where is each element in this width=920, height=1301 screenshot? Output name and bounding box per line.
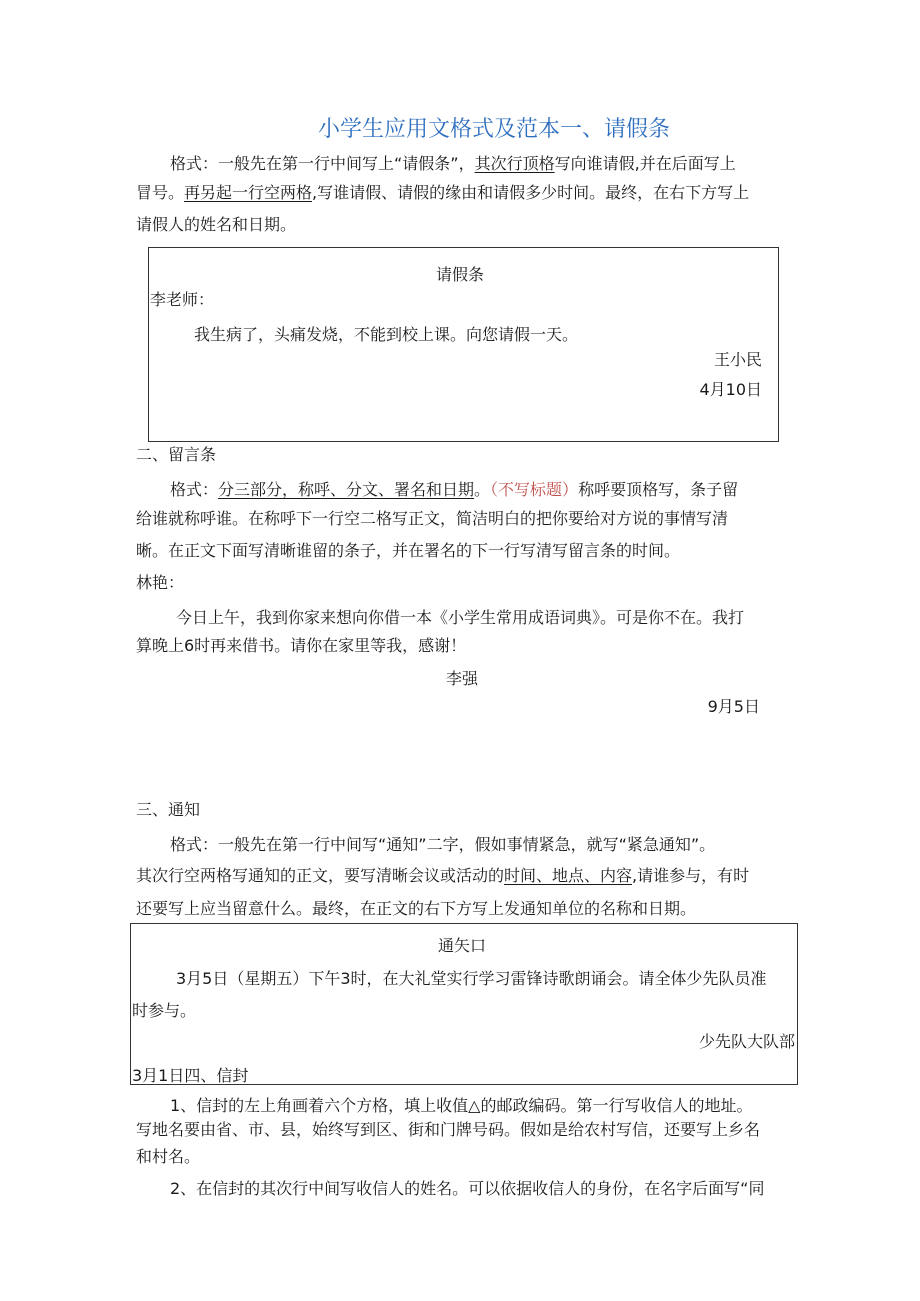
envelope-point-2-line-1: 2、在信封的其次行中间写收信人的姓名。可以依据收信人的身份，在名字后面写“同 [170,1179,765,1198]
note-sample-body-1: 今日上午，我到你家来想向你借一本《小学生常用成语词典》。可是你不在。我打 [176,608,745,627]
note-sample-body-2: 算晚上6时再来借书。请你在家里等我，感谢！ [136,636,467,655]
leave-format-line-2: 冒号。再另起一行空两格,写谁请假、请假的缘由和请假多少时间。最终，在右下方写上 [136,183,750,202]
leave-sample-heading: 请假条 [436,265,485,284]
envelope-point-1-line-3: 和村名。 [136,1147,201,1166]
page-title: 小学生应用文格式及范本一、请假条 [318,117,671,142]
notice-format-line-1: 格式：一般先在第一行中间写“通知”二字，假如事情紧急，就写“紧急通知”。 [170,835,716,854]
notice-heading: 三、通知 [136,800,201,819]
notice-sample-date: 3月1日四、信封 [132,1066,249,1085]
leave-sample-greeting: 李老师： [150,290,215,309]
note-sample-date: 9月5日 [707,697,760,716]
notice-sample-body-2: 时参与。 [132,1001,197,1020]
leave-format-line-3: 请假人的姓名和日期。 [136,215,297,234]
note-format-line-2: 给谁就称呼谁。在称呼下一行空二格写正文，简洁明白的把你要给对方说的事情写清 [136,509,729,528]
leave-sample-body: 我生病了，头痛发烧，不能到校上课。向您请假一天。 [194,325,579,344]
notice-sample-heading: 通矢口 [438,936,487,955]
notice-format-line-2: 其次行空两格写通知的正文，要写清晰会议或活动的时间、地点、内容,请谁参与，有时 [136,866,750,885]
leave-format-line-1: 格式：一般先在第一行中间写上“请假条”，其次行顶格写向谁请假,并在后面写上 [170,154,736,173]
note-heading: 二、留言条 [136,445,217,464]
notice-format-line-3: 还要写上应当留意什么。最终，在正文的右下方写上发通知单位的名称和日期。 [136,899,697,918]
leave-sample-date: 4月10日 [699,380,762,399]
notice-sample-signature: 少先队大队部 [698,1032,795,1051]
envelope-point-1-line-1: 1、信封的左上角画着六个方格，填上收值△的邮政编码。第一行写收信人的地址。 [170,1096,753,1115]
notice-sample-body-1: 3月5日（星期五）下午3时，在大礼堂实行学习雷锋诗歌朗诵会。请全体少先队员准 [176,969,767,988]
note-sample-signature: 李强 [446,669,479,688]
note-format-line-1: 格式：分三部分，称呼、分文、署名和日期。（不写标题）称呼要顶格写，条子留 [170,480,739,499]
note-format-line-3: 晰。在正文下面写清晰谁留的条子，并在署名的下一行写清写留言条的时间。 [136,541,681,560]
note-sample-greeting: 林艳： [136,573,185,592]
envelope-point-1-line-2: 写地名要由省、市、县，始终写到区、街和门牌号码。假如是给农村写信，还要写上乡名 [136,1120,761,1139]
leave-sample-signature: 王小民 [713,350,762,369]
